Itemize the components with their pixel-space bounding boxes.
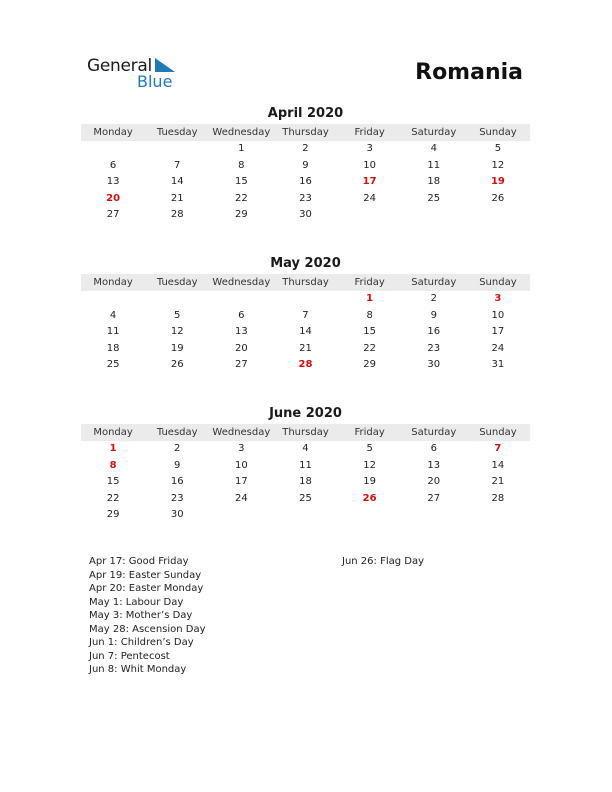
day-cell: 26 — [491, 192, 505, 204]
country-title: Romania — [415, 60, 523, 85]
weekday-label: Tuesday — [156, 277, 198, 288]
day-cell: 7 — [302, 309, 309, 321]
day-cell: 6 — [109, 159, 117, 171]
weekday-label: Friday — [354, 127, 385, 138]
holiday-day-cell: 1 — [109, 443, 117, 454]
weekday-label: Thursday — [282, 277, 329, 288]
day-cell: 27 — [106, 209, 120, 221]
day-cell: 12 — [491, 159, 505, 171]
holiday-item: Jun 1: Children’s Day — [89, 637, 194, 648]
holiday-day-cell: 26 — [362, 492, 377, 504]
holiday-item: Apr 19: Easter Sunday — [89, 569, 202, 581]
day-cell: 11 — [299, 459, 312, 471]
day-cell: 22 — [363, 342, 376, 354]
day-cell: 25 — [106, 359, 120, 371]
holiday-day-cell: 20 — [106, 192, 121, 204]
weekday-label: Tuesday — [156, 127, 198, 138]
day-cell: 13 — [234, 326, 248, 338]
weekday-label: Saturday — [411, 127, 457, 138]
day-cell: 29 — [106, 509, 120, 521]
weekday-label: Tuesday — [156, 427, 198, 438]
holiday-item: Apr 17: Good Friday — [89, 556, 189, 567]
day-cell: 19 — [170, 342, 184, 354]
day-cell: 5 — [494, 143, 502, 154]
day-cell — [209, 291, 273, 308]
day-cell: 24 — [491, 342, 505, 354]
day-cell: 14 — [491, 459, 505, 471]
weekday-label: Sunday — [479, 127, 517, 138]
weekday-label: Friday — [354, 427, 385, 438]
week-row — [81, 341, 530, 358]
day-cell — [145, 141, 209, 158]
weekday-label: Saturday — [411, 427, 457, 438]
logo-text-general: General — [87, 56, 152, 76]
holiday-day-cell: 8 — [109, 459, 117, 471]
holiday-item: May 1: Labour Day — [89, 596, 184, 608]
day-cell: 29 — [234, 209, 248, 221]
day-cell: 4 — [302, 443, 309, 454]
day-cell: 16 — [299, 176, 312, 188]
week-row — [81, 291, 530, 308]
day-cell — [338, 507, 402, 524]
week-row — [81, 491, 530, 508]
week-row — [81, 474, 530, 491]
weekday-label: Wednesday — [212, 277, 271, 288]
day-cell: 17 — [491, 326, 505, 338]
day-cell: 24 — [234, 492, 248, 504]
day-cell: 13 — [427, 459, 441, 471]
week-row — [81, 158, 530, 175]
day-cell: 8 — [366, 309, 373, 321]
day-cell: 22 — [106, 492, 120, 504]
calendar-month-may — [81, 255, 530, 374]
day-cell — [81, 141, 145, 158]
day-cell: 20 — [427, 476, 441, 488]
day-cell — [402, 207, 466, 224]
day-cell: 25 — [427, 192, 441, 204]
holiday-item: Apr 20: Easter Monday — [89, 583, 204, 594]
day-cell: 1 — [238, 143, 245, 154]
day-cell — [273, 507, 337, 524]
day-cell: 29 — [363, 359, 376, 371]
week-row — [81, 507, 530, 524]
holiday-item: Jun 7: Pentecost — [89, 650, 170, 662]
day-cell: 4 — [430, 143, 437, 154]
weekday-label: Thursday — [282, 127, 329, 138]
day-cell: 21 — [491, 476, 505, 488]
day-cell: 21 — [170, 192, 184, 204]
week-row — [81, 191, 530, 208]
day-cell: 27 — [234, 359, 248, 371]
day-cell: 9 — [174, 459, 181, 471]
day-cell — [145, 291, 209, 308]
day-cell: 30 — [170, 509, 184, 521]
holiday-list-left — [89, 555, 206, 677]
day-cell: 5 — [366, 443, 373, 454]
day-cell: 2 — [302, 143, 309, 154]
day-cell: 8 — [238, 159, 245, 171]
week-row — [81, 207, 530, 224]
weekday-label: Sunday — [479, 277, 517, 288]
day-cell: 23 — [299, 192, 312, 204]
day-cell: 24 — [363, 192, 376, 204]
day-cell — [466, 207, 530, 224]
day-cell: 22 — [234, 192, 248, 204]
calendar-month-april — [81, 105, 530, 224]
weekday-label: Saturday — [411, 277, 457, 288]
day-cell: 30 — [427, 359, 441, 371]
day-cell: 26 — [170, 359, 184, 371]
day-cell: 16 — [170, 476, 184, 488]
week-row — [81, 357, 530, 374]
weekday-label: Monday — [93, 127, 133, 138]
day-cell: 2 — [430, 293, 437, 304]
week-row — [81, 458, 530, 475]
day-cell: 7 — [174, 159, 181, 171]
day-cell — [273, 291, 337, 308]
weekday-header — [81, 274, 530, 291]
day-cell: 2 — [174, 443, 181, 454]
day-cell: 23 — [427, 342, 441, 354]
weekday-header — [81, 424, 530, 441]
day-cell: 3 — [366, 143, 373, 154]
day-cell: 14 — [170, 176, 184, 188]
day-cell: 10 — [491, 309, 505, 321]
week-row — [81, 324, 530, 341]
month-title: May 2020 — [270, 256, 341, 271]
day-cell: 13 — [106, 176, 120, 188]
day-cell: 17 — [234, 476, 248, 488]
logo-flag-icon — [155, 58, 175, 72]
day-cell: 18 — [299, 476, 312, 488]
day-cell: 9 — [430, 309, 437, 321]
day-cell: 10 — [234, 459, 248, 471]
weekday-label: Monday — [93, 277, 133, 288]
holiday-day-cell: 1 — [366, 293, 374, 304]
day-cell: 15 — [234, 176, 248, 188]
day-cell: 28 — [170, 209, 184, 221]
day-cell — [209, 507, 273, 524]
day-cell: 3 — [238, 443, 245, 454]
day-cell: 11 — [106, 326, 120, 338]
holiday-day-cell: 3 — [494, 293, 502, 304]
month-title: June 2020 — [269, 406, 342, 421]
day-cell: 20 — [234, 342, 248, 354]
holiday-day-cell: 28 — [298, 359, 313, 371]
day-cell — [81, 291, 145, 308]
month-title: April 2020 — [267, 106, 344, 121]
day-cell: 18 — [106, 342, 120, 354]
day-cell: 30 — [299, 209, 312, 221]
holiday-item: Jun 8: Whit Monday — [89, 664, 187, 675]
day-cell: 5 — [174, 309, 181, 321]
day-cell: 19 — [363, 476, 376, 488]
day-cell: 14 — [299, 326, 312, 338]
holiday-item: Jun 26: Flag Day — [342, 556, 425, 567]
holiday-list-right — [342, 555, 424, 569]
day-cell: 25 — [299, 492, 312, 504]
day-cell: 15 — [363, 326, 376, 338]
weekday-label: Sunday — [479, 427, 517, 438]
holiday-day-cell: 19 — [490, 176, 505, 188]
calendar-month-june — [81, 405, 530, 524]
day-cell — [466, 507, 530, 524]
holiday-item: May 28: Ascension Day — [89, 623, 206, 635]
holiday-day-cell: 7 — [494, 443, 502, 454]
day-cell: 12 — [363, 459, 376, 471]
day-cell: 18 — [427, 176, 441, 188]
day-cell: 6 — [238, 309, 245, 321]
day-cell: 16 — [427, 326, 441, 338]
week-row — [81, 441, 530, 458]
week-row — [81, 141, 530, 158]
day-cell: 31 — [491, 359, 505, 371]
day-cell: 12 — [170, 326, 184, 338]
day-cell: 10 — [363, 159, 376, 171]
day-cell: 11 — [427, 159, 441, 171]
generalblue-logo — [87, 56, 187, 92]
day-cell: 6 — [430, 443, 437, 454]
day-cell: 23 — [170, 492, 184, 504]
weekday-label: Wednesday — [212, 427, 271, 438]
holiday-day-cell: 17 — [362, 176, 377, 188]
day-cell — [338, 207, 402, 224]
day-cell: 9 — [302, 159, 309, 171]
weekday-label: Monday — [93, 427, 133, 438]
day-cell: 21 — [299, 342, 312, 354]
holiday-item: May 3: Mother’s Day — [89, 610, 193, 621]
weekday-header — [81, 124, 530, 141]
week-row — [81, 308, 530, 325]
day-cell: 15 — [106, 476, 120, 488]
weekday-label: Friday — [354, 277, 385, 288]
day-cell: 4 — [109, 309, 117, 321]
weekday-label: Wednesday — [212, 127, 271, 138]
day-cell — [402, 507, 466, 524]
day-cell: 28 — [491, 492, 505, 504]
week-row — [81, 174, 530, 191]
day-cell: 27 — [427, 492, 441, 504]
logo-text-blue: Blue — [137, 72, 173, 91]
weekday-label: Thursday — [282, 427, 329, 438]
